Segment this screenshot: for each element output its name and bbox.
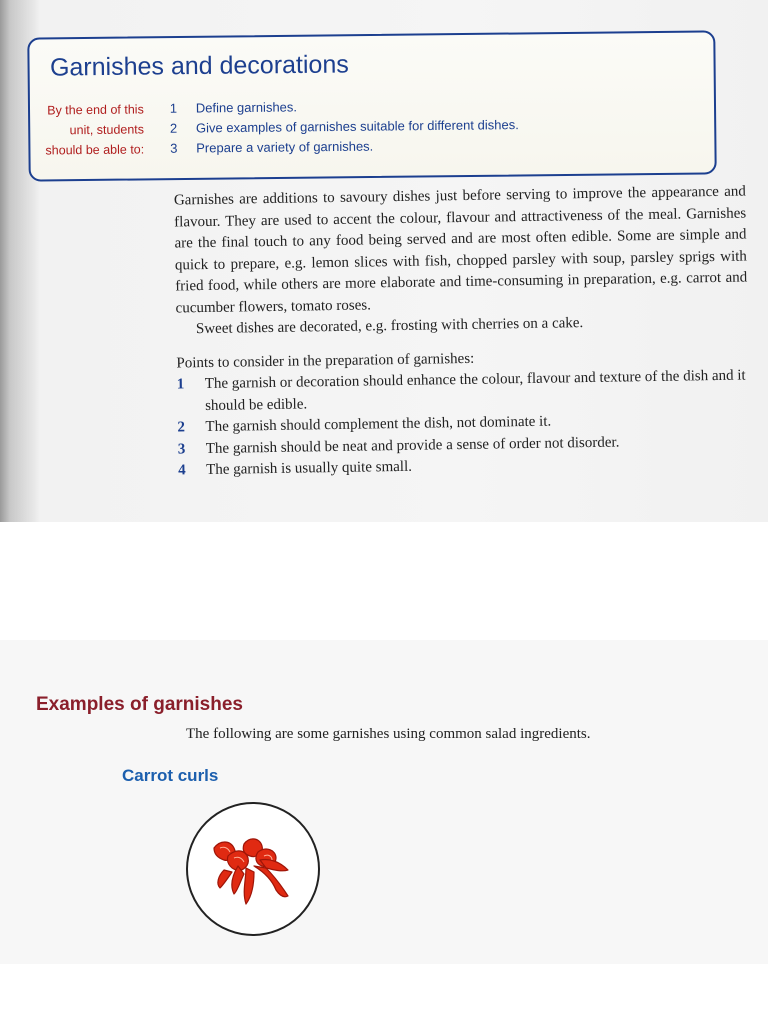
objective-text: Define garnishes.: [195, 99, 298, 116]
intro-paragraph-sweet: Sweet dishes are decorated, e.g. frosting with cherries on a cake.: [195, 315, 584, 338]
points-heading: Points to consider in the preparation of garnishes:: [176, 350, 475, 371]
point-number: 2: [177, 419, 186, 436]
point-number: 3: [177, 440, 186, 457]
objectives-intro-line: should be able to:: [45, 142, 145, 158]
section-heading: Examples of garnishes: [36, 694, 243, 715]
objective-number: 1: [169, 100, 178, 116]
objectives-intro: [36, 99, 145, 160]
point-item: [177, 366, 750, 418]
garnish-subheading: Carrot curls: [122, 766, 219, 785]
point-number: 1: [176, 376, 185, 393]
point-text: The garnish or decoration should enhance the colour, flavour and texture of the dish and it should be edible.: [204, 367, 746, 414]
objectives-list: [170, 93, 691, 158]
objectives-intro-line: By the end of this: [47, 102, 144, 118]
section-intro: The following are some garnishes using common salad ingredients.: [186, 726, 591, 742]
objective-text: Give examples of garnishes suitable for different dishes.: [195, 117, 519, 136]
intro-section: [174, 182, 751, 482]
points-list: [177, 366, 751, 482]
objective-number: 3: [170, 140, 178, 156]
point-text: The garnish is usually quite small.: [206, 458, 413, 479]
objective-number: 2: [169, 120, 178, 136]
point-text: The garnish should complement the dish, not dominate it.: [205, 413, 552, 436]
carrot-curls-illustration: [184, 800, 322, 938]
objective-text: Prepare a variety of garnishes.: [196, 138, 374, 156]
point-number: 4: [178, 462, 186, 479]
bottom-page-scan: [0, 640, 768, 964]
intro-paragraph: Garnishes are additions to savoury dishes just before serving to improve the appearance and flavour. They are used to accent the colour, flavour and attractiveness of the meal. Garnishes are the final touch to any food being served and are most often edible. Some are simple and quick to prepare, e.g. lemon slices with fish, chopped parsley with soup, parsley sprigs with fried food, while others are more elaborate and time-consuming in preparation, e.g. carrot and cucumber flowers, tomato roses.: [173, 183, 748, 316]
point-text: The garnish should be neat and provide a sense of order not disorder.: [205, 434, 620, 457]
unit-title: Garnishes and decorations: [49, 50, 349, 82]
objectives-intro-line: unit, students: [69, 122, 145, 138]
